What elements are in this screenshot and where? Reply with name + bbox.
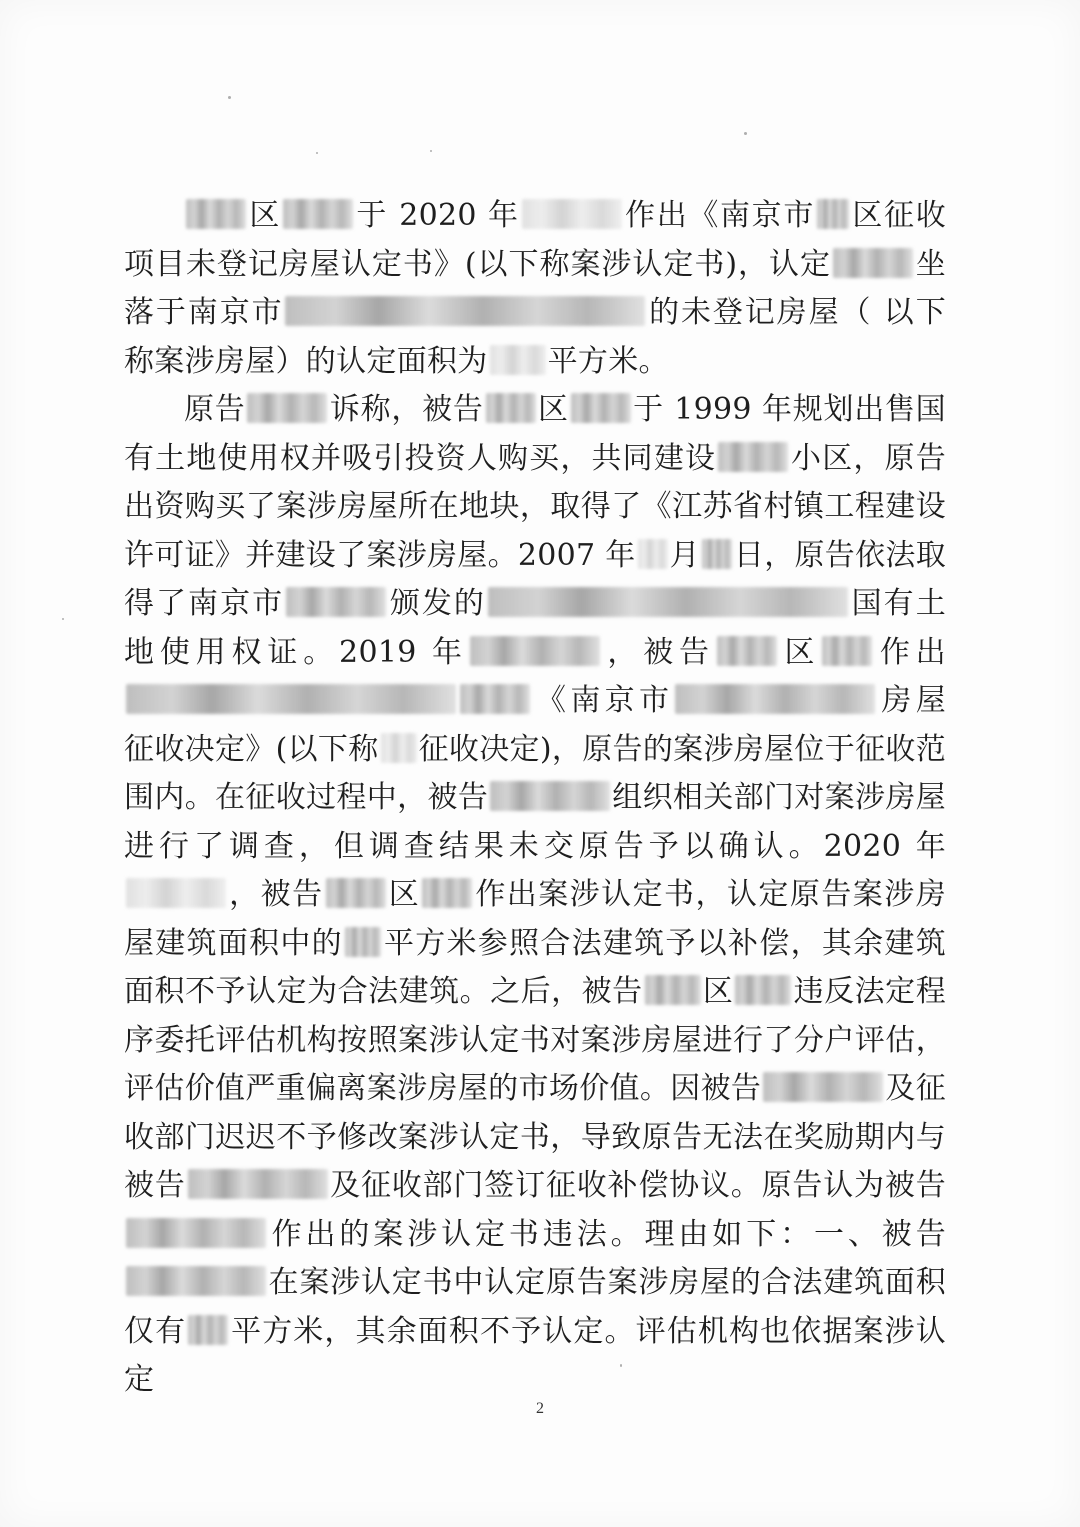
redaction-block [470, 636, 600, 666]
text-run: 平方米参照合法建筑予以补偿，其余建筑面积不予认定为合法建筑。之后，被告 [124, 925, 946, 1009]
scan-speck [316, 152, 318, 154]
redaction-block [645, 975, 701, 1005]
redaction-block [735, 975, 791, 1005]
redaction-block [126, 1218, 266, 1248]
redaction-block [326, 878, 386, 908]
text-run: 于 2020 年 [355, 198, 520, 233]
text-run: 作出的案涉认定书违法。理由如下：一、被告 [268, 1216, 946, 1252]
redaction-block [188, 1169, 328, 1199]
text-run: 作出《南京市 [623, 198, 816, 233]
redaction-block [490, 345, 546, 375]
redaction-block [345, 927, 381, 957]
text-run: 月 [669, 537, 700, 573]
text-run: 于 1999 年规划出售国有土地使用权并吸引投资人购买，共同建设 [124, 392, 946, 476]
redaction-block [822, 636, 872, 666]
redaction-block [718, 442, 788, 472]
redaction-block [126, 878, 226, 908]
page-number: 2 [536, 1400, 544, 1417]
text-run: 作出 [874, 634, 946, 670]
redaction-block [126, 1266, 266, 1296]
text-run: 区 [537, 392, 569, 427]
scan-speck [62, 618, 64, 620]
text-run: ，被告 [228, 877, 324, 912]
text-run: 征收决定)，原告的案涉房屋位于征收范围内。在征收过程中，被告 [124, 731, 947, 815]
text-run: 小区，原告出资购买了案涉房屋所在地块，取得了《江苏省村镇工程建设许可证》并建设了案涉房屋。2007 年 [124, 440, 947, 573]
text-run: 原告 [184, 392, 246, 427]
redaction-block [460, 684, 530, 714]
paragraph-1 [124, 192, 946, 386]
text-run: 组织相关部门对案涉房屋进行了调查，但调查结果未交原告予以确认。2020 年 [124, 780, 946, 864]
scan-speck [620, 1364, 622, 1367]
redaction-block [188, 1315, 228, 1345]
scan-speck [228, 96, 231, 99]
text-run: 颁发的 [388, 586, 486, 621]
redaction-block [675, 684, 875, 714]
scan-speck [430, 150, 432, 152]
redaction-block [490, 781, 610, 811]
text-run: 诉称，被告 [329, 392, 484, 427]
paragraph-2 [124, 386, 946, 1405]
text-run: 区 [248, 198, 282, 233]
text-run: 区征收项目未登记房屋认定书》(以下称案涉认定书)，认定 [124, 198, 946, 282]
redaction-block [522, 199, 622, 229]
text-run: 的未登记房屋（ 以下称案涉房屋）的认定面积为 [124, 295, 946, 379]
redaction-block [186, 199, 246, 229]
redaction-block [763, 1072, 883, 1102]
text-run: 国有土地使用权证。2019 年 [124, 586, 946, 670]
scan-speck [744, 132, 747, 135]
redaction-block [488, 587, 848, 617]
redaction-block [486, 393, 536, 423]
text-run: 区 [702, 974, 734, 1009]
redaction-block [717, 636, 777, 666]
redaction-block [283, 199, 353, 229]
redaction-block [381, 733, 417, 763]
redaction-block [247, 393, 327, 423]
text-run: 及征收部门签订征收补偿协议。原告认为被告 [329, 1168, 946, 1203]
text-run: ，被告 [601, 634, 715, 670]
redaction-block [422, 878, 472, 908]
text-run: 平方米。 [547, 343, 669, 379]
text-run: 房屋征收决定》(以下称 [124, 683, 946, 767]
text-run: 违反法定程序委托评估机构按照案涉认定书对案涉房屋进行了分户评估，评估价值严重偏离案涉房屋的市场价值。因被告 [124, 974, 946, 1106]
text-run: 坐落于南京市 [124, 246, 946, 330]
redaction-block [833, 248, 913, 278]
text-run: 区 [387, 877, 421, 912]
redaction-block [702, 539, 732, 569]
redaction-block [126, 684, 456, 714]
document-body [124, 192, 946, 1405]
text-run: 平方米，其余面积不予认定。评估机构也依据案涉认定 [124, 1313, 946, 1397]
redaction-block [571, 393, 631, 423]
text-run: 日，原告依法取得了南京市 [124, 537, 947, 621]
text-run: 作出案涉认定书，认定原告案涉房屋建筑面积中的 [124, 877, 946, 961]
redaction-block [286, 587, 386, 617]
text-run: 区 [778, 634, 821, 670]
redaction-block [285, 296, 645, 326]
text-run: 《南京市 [532, 683, 674, 718]
text-run: 及征收部门迟迟不予修改案涉认定书，导致原告无法在奖励期内与被告 [124, 1071, 946, 1203]
redaction-block [817, 199, 849, 229]
redaction-block [638, 539, 668, 569]
text-run: 在案涉认定书中认定原告案涉房屋的合法建筑面积仅有 [124, 1265, 946, 1349]
